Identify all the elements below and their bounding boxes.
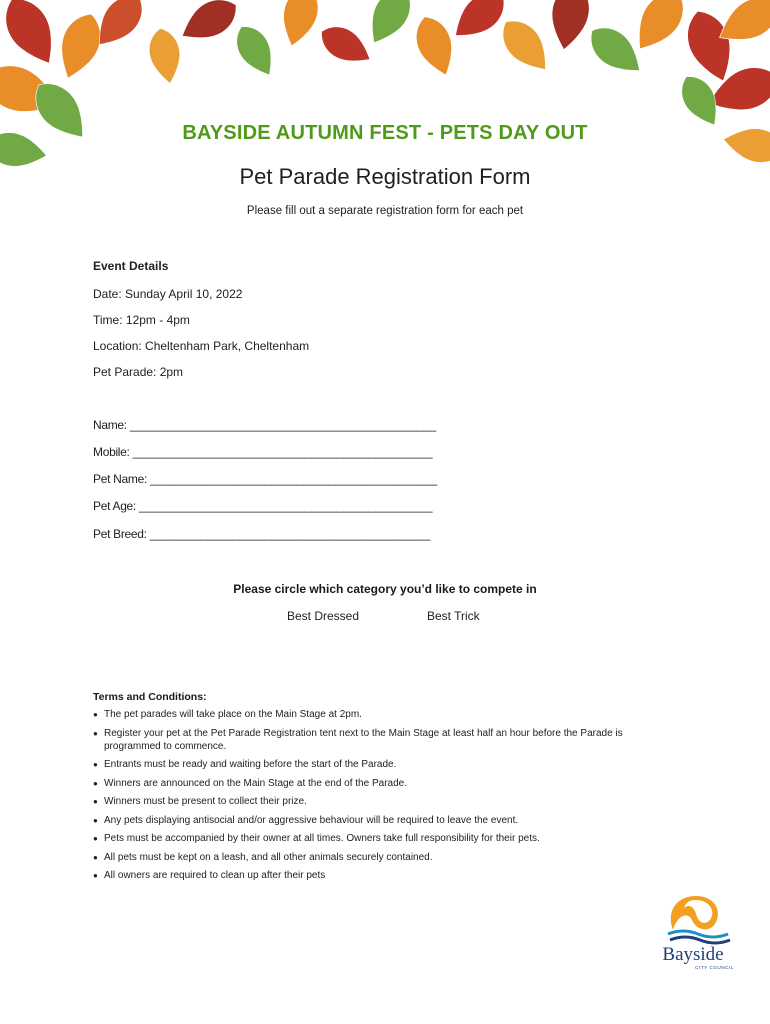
bayside-logo <box>648 890 738 972</box>
instruction-note: Please fill out a separate registration form for each pet <box>246 205 524 217</box>
event-location: Location: Cheltenham Park, Cheltenham <box>93 339 310 353</box>
name-field[interactable]: Name: ________________________________________________ <box>93 418 436 432</box>
event-title: BAYSIDE AUTUMN FEST - PETS DAY OUT <box>182 122 588 144</box>
list-item: ● All owners are required to clean up after their pets <box>93 869 653 882</box>
terms-list <box>93 708 653 888</box>
list-item: ● All pets must be kept on a leash, and all other animals securely contained. <box>93 851 653 864</box>
logo-subtitle: CITY COUNCIL <box>695 965 734 970</box>
bayside-shell-icon <box>648 890 738 946</box>
autumn-leaves-decoration <box>0 0 770 240</box>
event-date: Date: Sunday April 10, 2022 <box>93 287 243 301</box>
pet-parade-time: Pet Parade: 2pm <box>93 365 184 379</box>
event-details-heading: Event Details <box>93 259 169 273</box>
category-best-dressed[interactable]: Best Dressed <box>287 609 360 623</box>
list-item: ● Entrants must be ready and waiting before the start of the Parade. <box>93 758 653 771</box>
list-item: ● Register your pet at the Pet Parade Registration tent next to the Main Stage at least half an hour before the Parade is programmed to commence. <box>93 727 653 753</box>
list-item: ● Winners must be present to collect their prize. <box>93 795 653 808</box>
event-time: Time: 12pm - 4pm <box>93 313 190 327</box>
pet-name-field[interactable]: Pet Name: _____________________________________________ <box>93 472 437 486</box>
logo-wordmark: Bayside <box>662 944 724 965</box>
form-title: Pet Parade Registration Form <box>239 164 531 189</box>
mobile-field[interactable]: Mobile: _______________________________________________ <box>93 445 433 459</box>
category-prompt: Please circle which category you’d like to compete in <box>233 582 537 596</box>
terms-heading: Terms and Conditions: <box>93 691 207 703</box>
list-item: ● The pet parades will take place on the Main Stage at 2pm. <box>93 708 653 721</box>
list-item: ● Pets must be accompanied by their owner at all times. Owners take full responsibility for their pets. <box>93 832 653 845</box>
category-best-trick[interactable]: Best Trick <box>427 609 480 623</box>
pet-breed-field[interactable]: Pet Breed: ____________________________________________ <box>93 527 431 541</box>
list-item: ● Any pets displaying antisocial and/or aggressive behaviour will be required to leave the event. <box>93 814 653 827</box>
pet-age-field[interactable]: Pet Age: ______________________________________________ <box>93 499 433 513</box>
list-item: ● Winners are announced on the Main Stage at the end of the Parade. <box>93 777 653 790</box>
